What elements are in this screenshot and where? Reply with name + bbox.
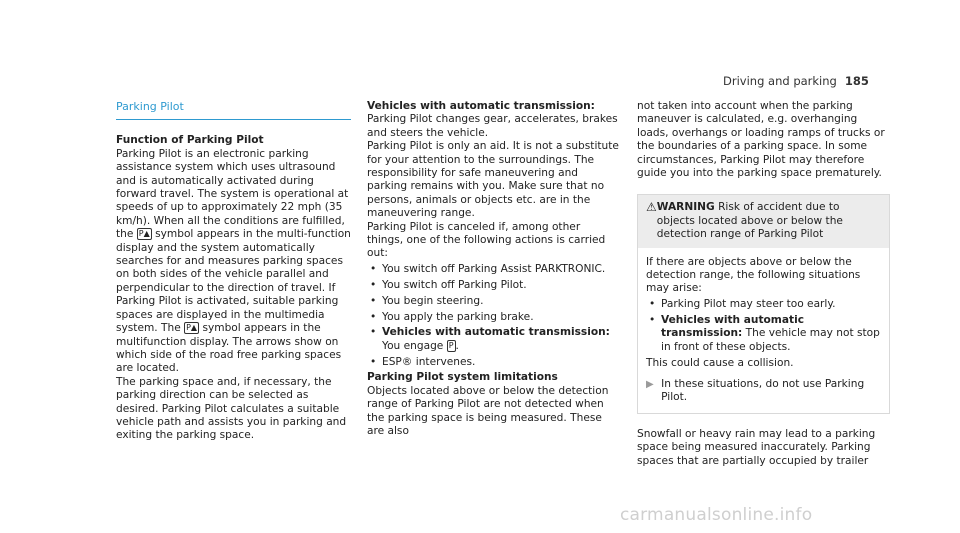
function-text-b: symbol appears in the multi-function display and the system automatically searches for and measures parking spaces on both sides of the vehicle parallel and perpendicular to the direction of travel. If Parking Pilot is activated, suitable parking spaces are displayed in the multimedia system. The [116, 228, 351, 335]
function-text-c: symbol appears in the multifunction display. The arrows show on which side of the road free parking spaces are located. [116, 322, 342, 375]
warning-action-text: In these situations, do not use Parking Pilot. [661, 378, 865, 404]
warning-collision: This could cause a collision. [646, 356, 794, 369]
function-paragraph [116, 148, 351, 376]
aid-paragraph: Parking Pilot is only an aid. It is not a substitute for your attention to the surroundings. The responsibility for safe maneuvering and parking remains with you. Make sure that no persons, animals or objects etc. are in the maneuvering range. [367, 140, 619, 220]
list-item: • ESP® intervenes. [367, 356, 619, 369]
warning-label: WARNING [656, 201, 715, 214]
column-3 [637, 100, 890, 468]
warning-list [646, 298, 881, 354]
park-gear-icon: P [448, 340, 454, 350]
list-item-text: The vehicle may not stop in front of these objects. [661, 327, 880, 353]
parking-pilot-arrow-icon: P▲ [186, 323, 198, 333]
watermark: carmanualsonline.info [620, 505, 813, 525]
cancel-paragraph: Parking Pilot is canceled if, among other things, one of the following actions is carried out: [367, 220, 606, 260]
list-item: • You apply the parking brake. [367, 311, 619, 324]
section-name: Driving and parking [723, 74, 837, 88]
cancel-list [367, 263, 619, 369]
list-item [646, 314, 881, 354]
section-title: Parking Pilot [116, 100, 351, 120]
list-item-text: You engage [382, 339, 447, 352]
warning-title-text: Risk of accident due to objects located above or below the detection range of Parking Pilot [656, 201, 843, 241]
function-heading: Function of Parking Pilot [116, 134, 264, 147]
page-number: 185 [844, 74, 869, 88]
list-item: • Parking Pilot may steer too early. [646, 298, 881, 311]
action-arrow-icon: ▶ [646, 379, 654, 391]
limits-heading: Parking Pilot system limitations [367, 371, 558, 384]
warning-triangle-icon: ⚠ [646, 200, 657, 215]
warning-header [638, 195, 889, 247]
list-item-heading: Vehicles with automatic transmission: [661, 314, 804, 340]
column-1 [116, 100, 351, 443]
warning-body-text: If there are objects above or below the detection range, the following situations may arise: [646, 255, 861, 295]
warning-box [637, 194, 890, 413]
continued-paragraph: not taken into account when the parking maneuver is calculated, e.g. overhanging loads, overhangs or loading ramps of trucks or the boundaries of a parking space. In some circumstances, Parking Pilot may therefore guide you into the parking space prematurely. [637, 100, 885, 180]
warning-body [638, 248, 889, 413]
list-item-heading: Vehicles with automatic transmission: [382, 326, 610, 339]
list-item: • Vehicles with automatic transmission: You engage P . [367, 326, 619, 353]
parking-pilot-icon: P▲ [138, 229, 150, 239]
page-header [723, 74, 935, 88]
column-2 [367, 100, 619, 438]
auto-heading: Vehicles with automatic transmission: [367, 100, 595, 112]
snowfall-paragraph: Snowfall or heavy rain may lead to a parking space being measured inaccurately. Parking spaces that are partially occupied by trailer [637, 427, 876, 467]
list-item: • You switch off Parking Pilot. [367, 279, 619, 292]
warning-action [646, 378, 881, 405]
selection-paragraph: The parking space and, if necessary, the parking direction can be selected as desired. Parking Pilot calculates a suitable vehicle path and assists you in parking and exiting the parking space. [116, 375, 347, 442]
list-item: • You switch off Parking Assist PARKTRONIC. [367, 263, 619, 276]
list-item: • You begin steering. [367, 295, 619, 308]
auto-text: Parking Pilot changes gear, accelerates, brakes and steers the vehicle. [367, 113, 618, 139]
auto-paragraph [367, 100, 619, 140]
function-text-a: Parking Pilot is an electronic parking assistance system which uses ultrasound and is automatically activated during forward travel. The system is operational at speeds of up to approximately 22 mph (35 km/h). When all the conditions are fulfilled, the [116, 147, 349, 241]
warning-title [657, 201, 881, 241]
limits-paragraph: Objects located above or below the detection range of Parking Pilot are not detected when the parking space is being measured. These are also [367, 384, 609, 438]
